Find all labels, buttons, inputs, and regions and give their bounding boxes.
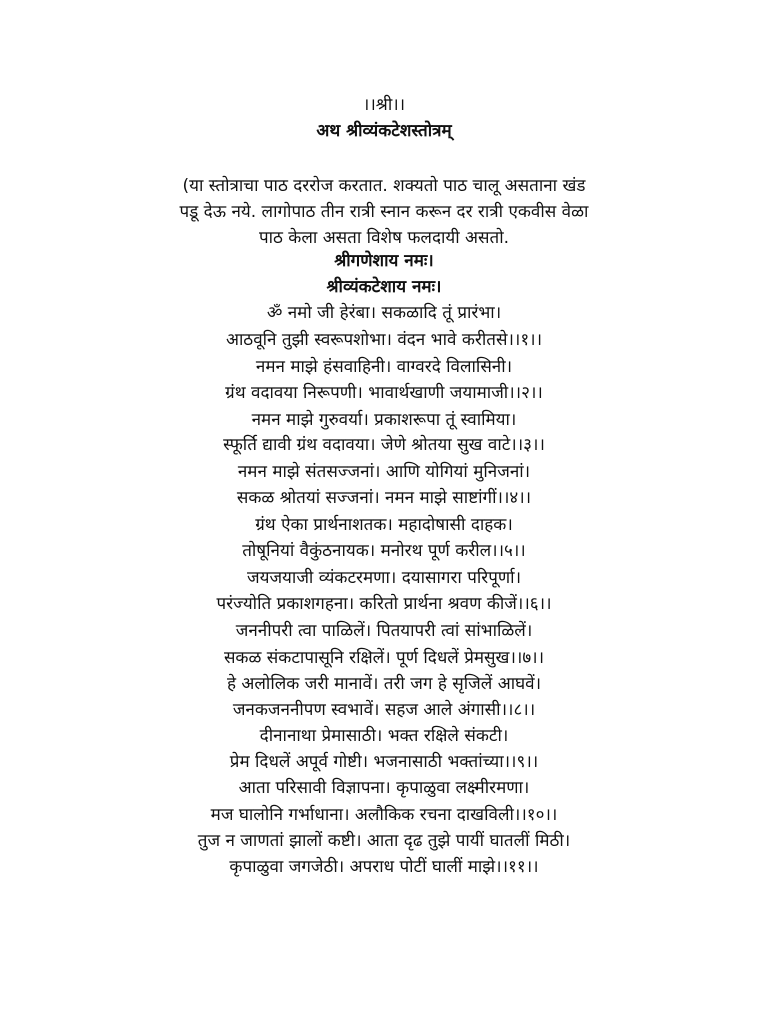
- verse-line: सकळ संकटापासूनि रक्षिलें। पूर्ण दिधलें प्रेमसुख।।७।।: [223, 648, 545, 668]
- verse-line: परंज्योति प्रकाशगहना। करितो प्रार्थना श्रवण कीजें।।६।।: [216, 594, 552, 614]
- verse-line: ॐ नमो जी हेरंबा। सकळादि तूं प्रारंभा।: [266, 303, 502, 323]
- verse-line: दीनानाथा प्रेमासाठी। भक्त रक्षिले संकटी।: [259, 726, 509, 746]
- verse-line: नमन माझे संतसज्जनां। आणि योगियां मुनिजनां।: [237, 462, 531, 482]
- verse-line: आठवूनि तुझी स्वरूपशोभा। वंदन भावे करीतसे।।१।।: [225, 330, 543, 350]
- verse-line: जयजयाजी व्यंकटरमणा। दयासागरा परिपूर्णा।: [246, 568, 522, 588]
- intro-line-1: (या स्तोत्राचा पाठ दररोज करतात. शक्यतो पाठ चालू असताना खंड: [182, 176, 586, 196]
- verse-line: हे अलोलिक जरी मानावें। तरी जग हे सृजिलें आघवें।: [226, 674, 542, 694]
- salutation-ganesha: श्रीगणेशाय नमः।: [334, 251, 434, 271]
- verse-line: कृपाळुवा जगजेठी। अपराध पोटीं घालीं माझे।।११।।: [229, 857, 539, 877]
- verse-line: स्फूर्ति द्यावी ग्रंथ वदावया। जेणे श्रोतया सुख वाटे।।३।।: [223, 435, 545, 455]
- verse-line: मज घालोनि गर्भाधाना। अलौकिक रचना दाखविली।।१०।।: [210, 805, 558, 825]
- invocation: ।।श्री।।: [362, 95, 406, 115]
- verse-line: प्रेम दिधलें अपूर्व गोष्टी। भजनासाठी भक्तांच्या।।९।।: [229, 752, 539, 772]
- salutation-venkatesha: श्रीव्यंकटेशाय नमः।: [326, 277, 442, 297]
- verse-line: नमन माझे हंसवाहिनी। वाग्वरदे विलासिनी।: [255, 357, 513, 377]
- verse-line: जनकजननीपण स्वभावें। सहज आले अंगासी।।८।।: [232, 700, 536, 720]
- verse-line: नमन माझे गुरुवर्या। प्रकाशरूपा तूं स्वामिया।: [251, 410, 517, 430]
- intro-line-3: पाठ केला असता विशेष फलदायी असतो.: [258, 228, 510, 248]
- verse-line: ग्रंथ वदावया निरूपणी। भावार्थखाणी जयामाजी।।२।।: [225, 383, 543, 403]
- verse-line: ग्रंथ ऐका प्रार्थनाशतक। महादोषासी दाहक।: [255, 515, 513, 535]
- verse-line: तोषूनियां वैकुंठनायक। मनोरथ पूर्ण करील।।५।।: [242, 541, 526, 561]
- intro-line-2: पडू देऊ नये. लागोपाठ तीन रात्री स्नान करून दर रात्री एकवीस वेळा: [179, 202, 589, 222]
- verse-line: आता परिसावी विज्ञापना। कृपाळुवा लक्ष्मीरमणा।: [238, 778, 530, 798]
- verse-line: जननीपरी त्वा पाळिलें। पितयापरी त्वां सांभाळिलें।: [235, 621, 533, 641]
- verse-line: तुज न जाणतां झालों कष्टी। आता दृढ तुझे पायीं घातलीं मिठी।: [197, 831, 571, 851]
- verse-line: सकळ श्रोतयां सज्जनां। नमन माझे साष्टांगीं।।४।।: [236, 488, 532, 508]
- page-title: अथ श्रीव्यंकटेशस्तोत्रम्: [316, 121, 452, 141]
